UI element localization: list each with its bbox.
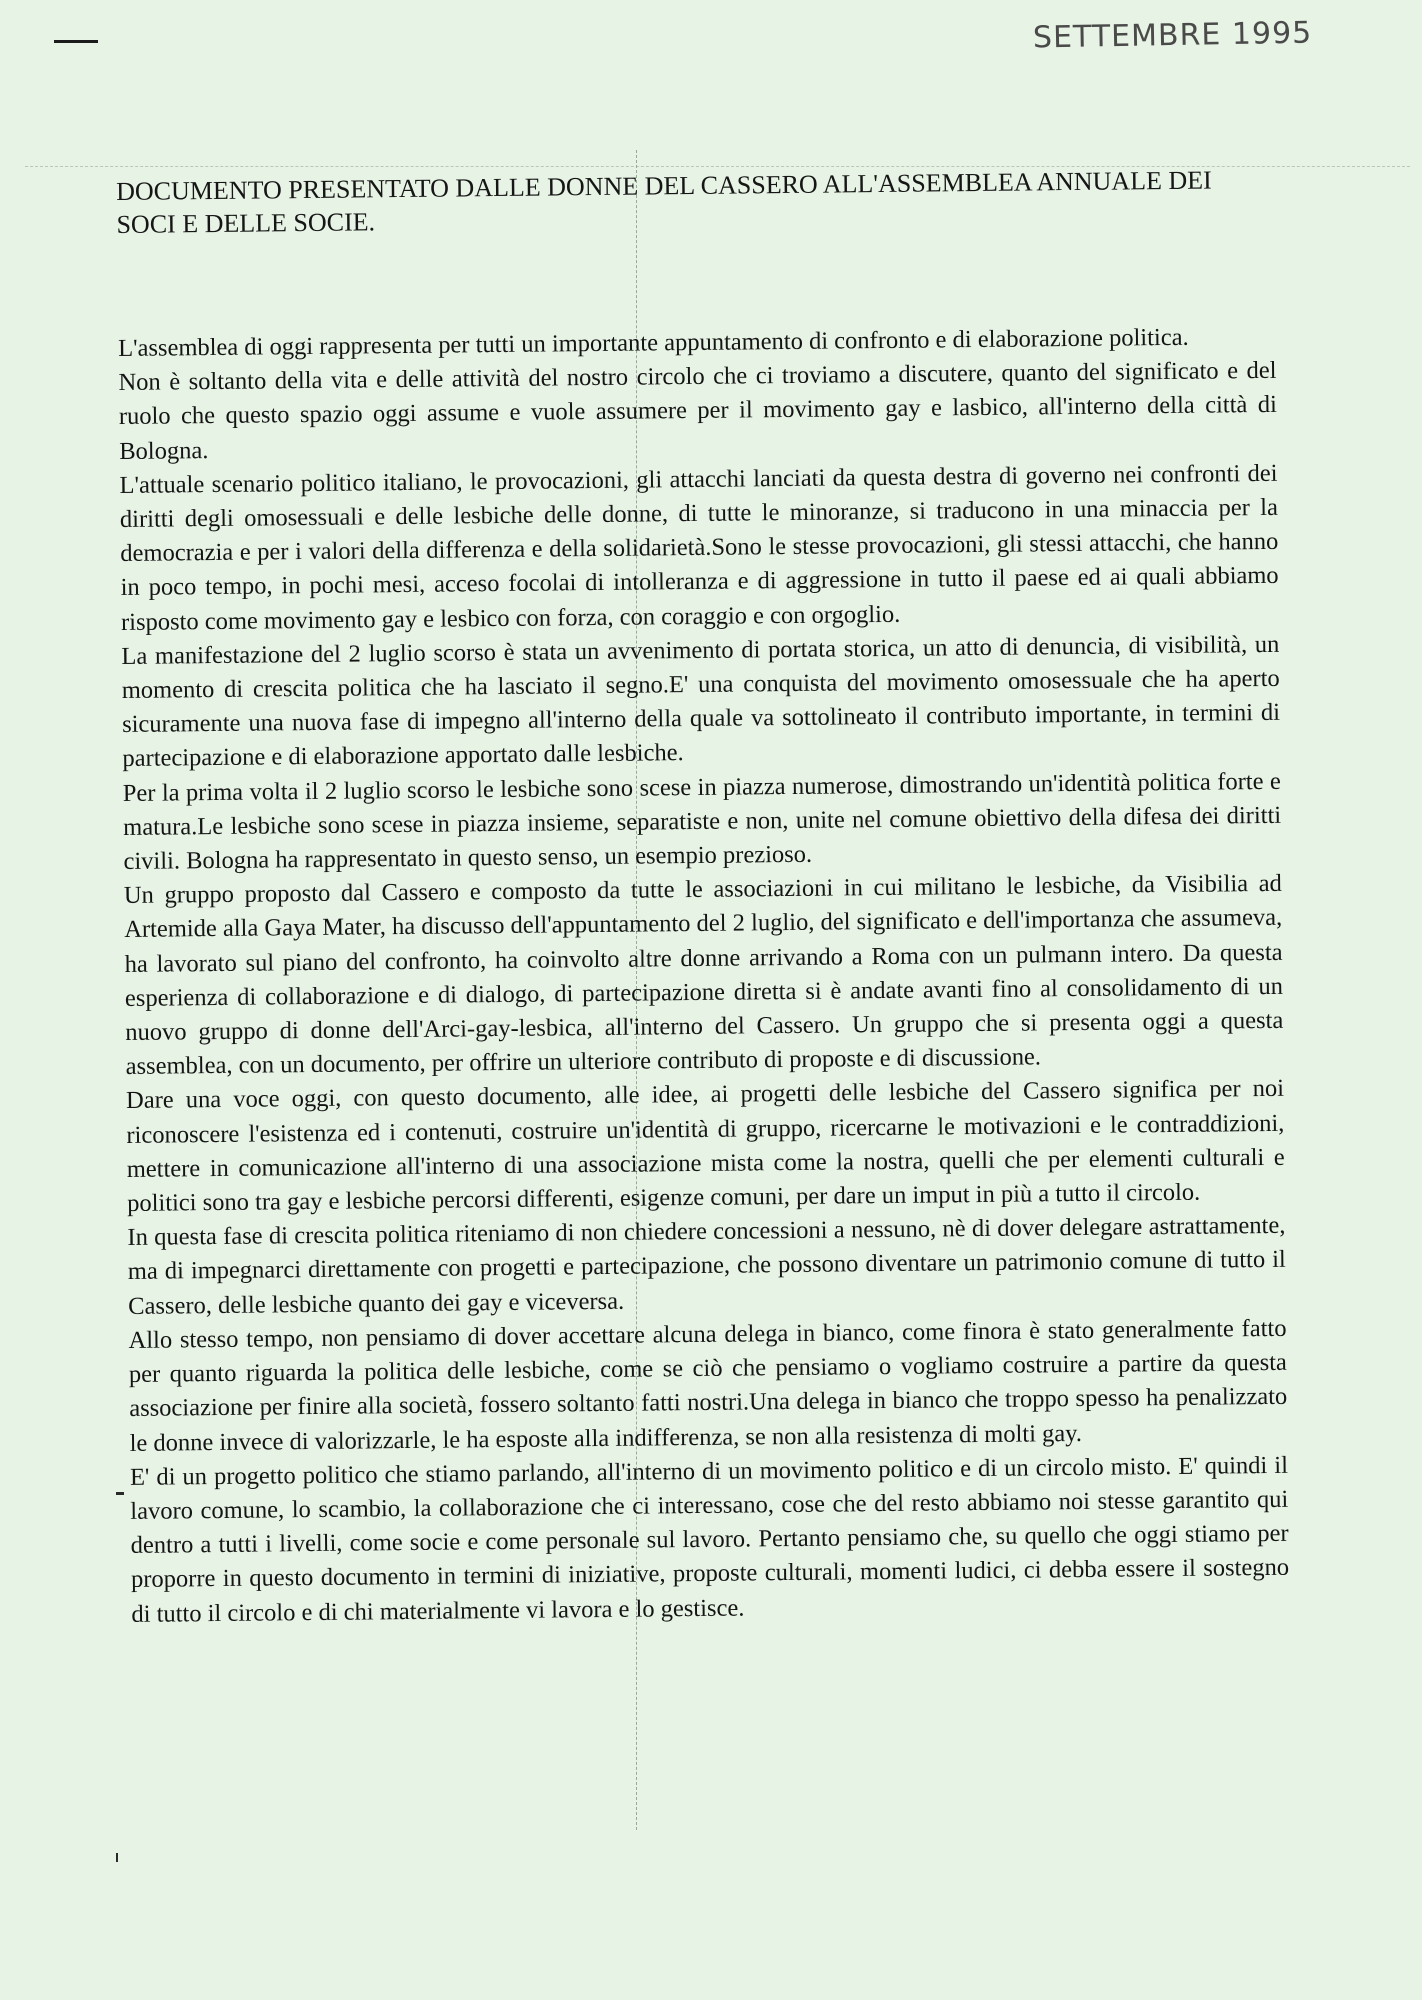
margin-tick-mark (116, 1492, 124, 1495)
paragraph: L'assemblea di oggi rappresenta per tutti un importante appuntamento di confronto e di elaborazione politica. (118, 323, 1189, 362)
paragraph: L'attuale scenario politico italiano, le provocazioni, gli attacchi lanciati da questa destra di governo nei confronti dei diritti degli omosessuali e delle lesbiche delle donne, di tutte le minoranze, si traducono in una minaccia per la democrazia e per i valori della differenza e della solidarietà.Sono le stesse provocazioni, gli stessi attacchi, che hanno in poco tempo, in pochi mesi, acceso focolai di intolleranza e di aggressione in tutto il paese ed ai quali abbiamo risposto come movimento gay e lesbico con forza, con coraggio e con orgoglio. (119, 459, 1279, 636)
paragraph: Non è soltanto della vita e delle attività del nostro circolo che ci troviamo a discutere, quanto del significato e del ruolo che questo spazio oggi assume e vuole assumere per il movimento gay e lasbico, all'interno della città di Bologna. (118, 357, 1277, 465)
paragraph: In questa fase di crescita politica riteniamo di non chiedere concessioni a nessuno, nè di dover delegare astrattamente, ma di impegnarci direttamente con progetti e partecipazione, che possono diventare un patrimonio comune di tutto il Cassero, delle lesbiche quanto dei gay e viceversa. (127, 1212, 1286, 1320)
paragraph: E' di un progetto politico che stiamo parlando, all'interno di un movimento politico e di un circolo misto. E' quindi il lavoro comune, lo scambio, la collaborazione che ci interessano, cose che del resto abbiamo noi stesse garantito qui dentro a tutti i livelli, come socie e come personale sul lavoro. Pertanto pensiamo che, su quello che oggi stiamo per proporre in questo documento in termini di iniziative, proposte culturali, momenti ludici, ci debba essere il sostegno di tutto il circolo e di chi materialmente vi lavora e lo gestisce. (129, 1451, 1290, 1628)
paragraph: Un gruppo proposto dal Cassero e composto da tutte le associazioni in cui militano le lesbiche, da Visibilia ad Artemide alla Gaya Mater, ha discusso dell'appuntamento del 2 luglio, del significato e dell'importanza che assumeva, ha lavorato sul piano del confronto, ha coinvolto altre donne arrivando a Roma con un pulmann intero. Da questa esperienza di collaborazione e di dialogo, di partecipazione diretta si è andate avanti fino al consolidamento di un nuovo gruppo di donne dell'Arci-gay-lesbica, all'interno del Cassero. Un gruppo che si presenta oggi a questa assemblea, con un documento, per offrire un ulteriore contributo di proposte e di discussione. (123, 870, 1284, 1081)
handwritten-date-note: SETTEMBRE 1995 (1032, 15, 1313, 56)
paragraph: Dare una voce oggi, con questo documento, alle idee, ai progetti delle lesbiche del Cassero significa per noi riconoscere l'esistenza ed i contenuti, costruire un'identità di gruppo, ricercarne le motivazioni e le contraddizioni, mettere in comunicazione all'interno di una associazione mista come la nostra, quelli che per elementi culturali e politici sono tra gay e lesbiche percorsi differenti, esigenze comuni, per dare un imput in più a tutto il circolo. (125, 1075, 1285, 1218)
document-body (118, 320, 1290, 1632)
margin-dash-mark (54, 40, 98, 43)
paragraph: La manifestazione del 2 luglio scorso è stata un avvenimento di portata storica, un atto di denuncia, di visibilità, un momento di crescita politica che ha lasciato il segno.E' una conquista del movimento omosessuale che ha aperto sicuramente una nuova fase di impegno all'interno della quale va sottolineato il contributo importante, in termini di partecipazione e di elaborazione apportato dalle lesbiche. (121, 630, 1281, 773)
paragraph: Per la prima volta il 2 luglio scorso le lesbiche sono scese in piazza numerose, dimostrando un'identità politica forte e matura.Le lesbiche sono scese in piazza insieme, separatiste e non, unite nel comune obiettivo della difesa dei diritti civili. Bologna ha rappresentato in questo senso, un esempio prezioso. (122, 767, 1282, 876)
margin-tick-mark (116, 1853, 118, 1862)
paragraph: Allo stesso tempo, non pensiamo di dover accettare alcuna delega in bianco, come finora è stato generalmente fatto per quanto riguarda la politica delle lesbiche, come se ciò che pensiamo o vogliamo costruire a partire da questa associazione per finire alla società, fossero soltanto fatti nostri.Una delega in bianco che troppo spesso ha penalizzato le donne invece di valorizzarle, le ha esposte alla indifferenza, se non alla resistenza di molti gay. (128, 1314, 1288, 1457)
document-title: DOCUMENTO PRESENTATO DALLE DONNE DEL CASSERO ALL'ASSEMBLEA ANNUALE DEI SOCI E DELLE SOCIE. (116, 165, 1212, 239)
